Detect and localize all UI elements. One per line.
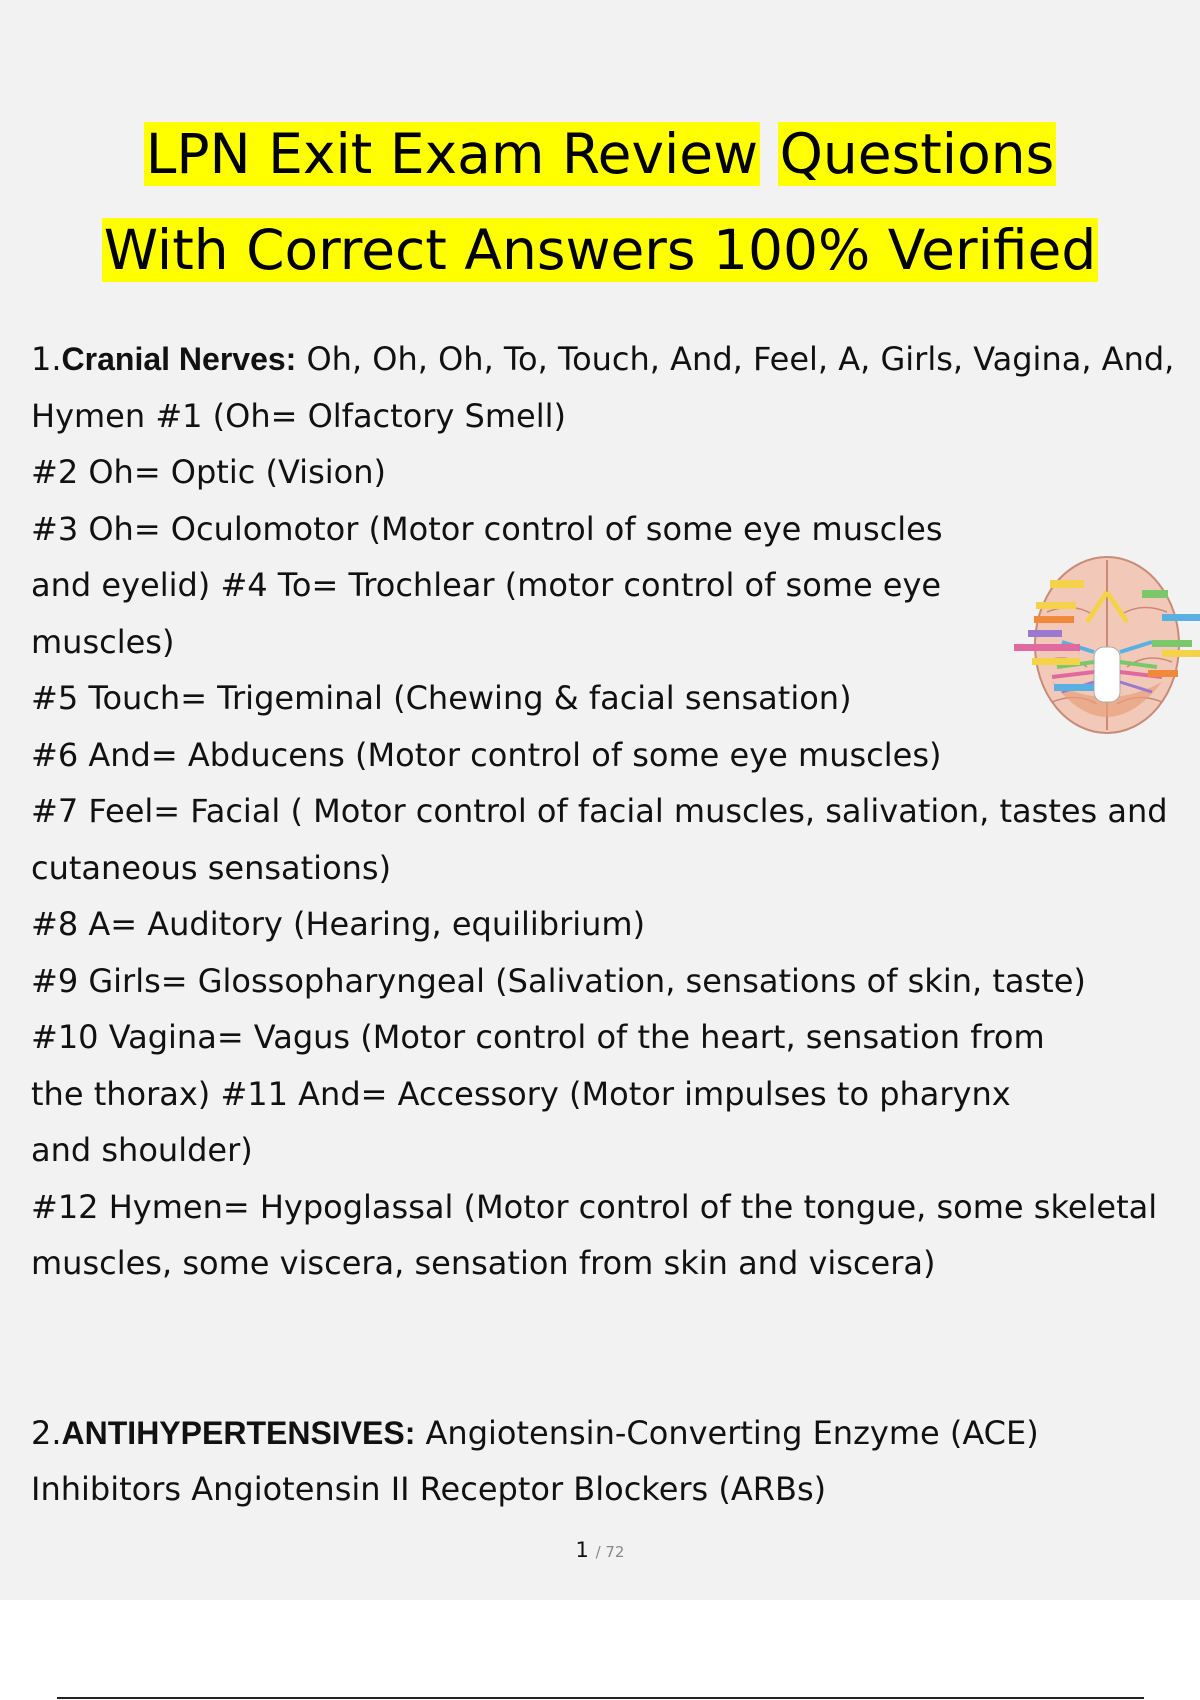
q1-text: Oh, Oh, Oh, To, Touch, And, Feel, A, Girls, Vagina, And, bbox=[296, 340, 1175, 378]
q1-line-8: #7 Feel= Facial ( Motor control of facial muscles, salivation, tastes and bbox=[31, 792, 1168, 830]
q2-text: Angiotensin-Converting Enzyme (ACE) bbox=[415, 1413, 1039, 1452]
q1-line-10: #8 A= Auditory (Hearing, equilibrium) bbox=[31, 905, 646, 943]
q2-heading: ANTIHYPERTENSIVES: bbox=[61, 1414, 416, 1451]
q1-line-7: #6 And= Abducens (Motor control of some eye muscles) bbox=[31, 735, 942, 774]
q1-heading: Cranial Nerves: bbox=[61, 341, 297, 377]
section-gap bbox=[31, 1292, 1196, 1405]
page-current: 1 bbox=[575, 1538, 589, 1562]
question-1 bbox=[31, 331, 1196, 1292]
title-highlight-3: With Correct Answers 100% Verified bbox=[103, 218, 1097, 282]
brain-cranial-nerves-icon bbox=[1012, 552, 1200, 738]
q1-number: 1. bbox=[31, 340, 62, 378]
q1-line-5: muscles) bbox=[31, 622, 175, 661]
q1-line-11: #9 Girls= Glossopharyngeal (Salivation, sensations of skin, taste) bbox=[31, 961, 1086, 1000]
q1-line-13: the thorax) #11 And= Accessory (Motor impulses to pharynx bbox=[31, 1074, 1011, 1113]
title-line-2 bbox=[0, 202, 1200, 298]
title-highlight-1: LPN Exit Exam Review bbox=[145, 122, 759, 186]
title-highlight-2: Questions bbox=[779, 122, 1055, 186]
q1-line-15: #12 Hymen= Hypoglassal (Motor control of the tongue, some skeletal bbox=[31, 1187, 1158, 1226]
q2-number: 2. bbox=[31, 1413, 62, 1452]
q1-line-3: #3 Oh= Oculomotor (Motor control of some eye muscles bbox=[31, 509, 943, 548]
q2-line-1: Inhibitors Angiotensin II Receptor Blockers (ARBs) bbox=[31, 1470, 827, 1508]
q1-line-1: Hymen #1 (Oh= Olfactory Smell) bbox=[31, 396, 566, 435]
q1-line-16: muscles, some viscera, sensation from skin and viscera) bbox=[31, 1244, 936, 1282]
question-2 bbox=[31, 1405, 1196, 1518]
page-divider bbox=[57, 1697, 1144, 1699]
q2-line-0 bbox=[31, 1405, 1196, 1462]
q1-line-14: and shoulder) bbox=[31, 1131, 253, 1169]
q1-line-9: cutaneous sensations) bbox=[31, 848, 392, 887]
q1-line-2: #2 Oh= Optic (Vision) bbox=[31, 453, 386, 491]
q1-line-4: and eyelid) #4 To= Trochlear (motor control of some eye bbox=[31, 566, 942, 604]
page-number bbox=[0, 1538, 1200, 1562]
document-body bbox=[31, 331, 1196, 1518]
page-total: / 72 bbox=[595, 1543, 625, 1561]
document-title bbox=[0, 106, 1200, 298]
q1-line-0 bbox=[31, 331, 1196, 388]
q1-line-6: #5 Touch= Trigeminal (Chewing & facial sensation) bbox=[31, 679, 852, 717]
q1-line-12: #10 Vagina= Vagus (Motor control of the heart, sensation from bbox=[31, 1018, 1045, 1056]
title-line-1 bbox=[0, 106, 1200, 202]
